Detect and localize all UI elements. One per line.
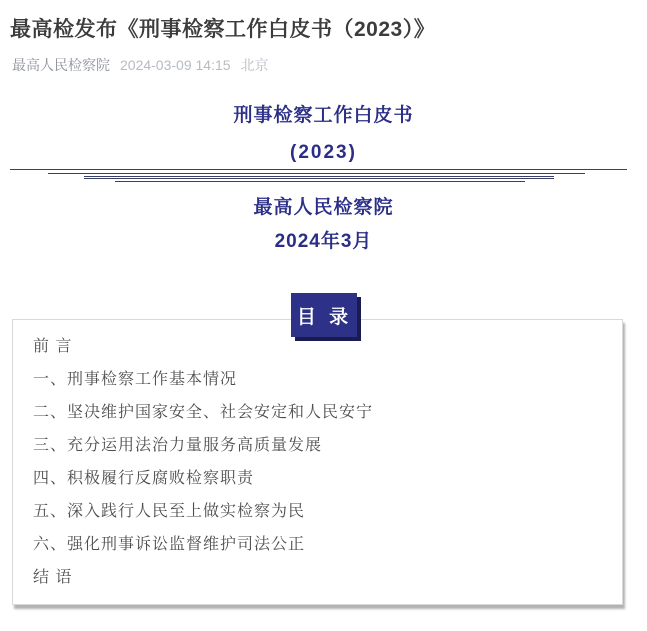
publish-location: 北京 <box>240 57 269 73</box>
document-organization: 最高人民检察院 <box>253 197 394 218</box>
document-date: 2024年3月 <box>274 231 373 252</box>
toc-item-6: 六、强化刑事诉讼监督维护司法公正 <box>33 536 306 553</box>
toc-item-2: 二、坚决维护国家安全、社会安定和人民安宁 <box>33 404 374 421</box>
toc-item-4: 四、积极履行反腐败检察职责 <box>33 470 255 487</box>
divider-line <box>10 169 627 170</box>
divider-line <box>84 176 554 177</box>
divider-line <box>48 173 585 174</box>
publisher-name: 最高人民检察院 <box>12 57 110 73</box>
article-meta <box>12 57 647 73</box>
toc-item-3: 三、充分运用法治力量服务高质量发展 <box>33 437 323 454</box>
document-title-year: (2023) <box>290 142 357 163</box>
toc-badge: 目 录 <box>291 293 357 337</box>
toc-item-5: 五、深入践行人民至上做实检察为民 <box>33 503 306 520</box>
toc-item-1: 一、刑事检察工作基本情况 <box>33 371 238 388</box>
publish-datetime: 2024-03-09 14:15 <box>120 57 231 73</box>
divider-line <box>84 178 554 179</box>
divider-line <box>115 181 525 182</box>
document-title-line1: 刑事检察工作白皮书 <box>233 105 414 126</box>
toc-item-preface: 前 言 <box>33 338 73 355</box>
article-title: 最高检发布《刑事检察工作白皮书（2023）》 <box>10 18 436 41</box>
decorative-divider <box>0 167 647 183</box>
toc-item-conclusion: 结 语 <box>33 569 73 586</box>
toc-box <box>12 319 623 605</box>
